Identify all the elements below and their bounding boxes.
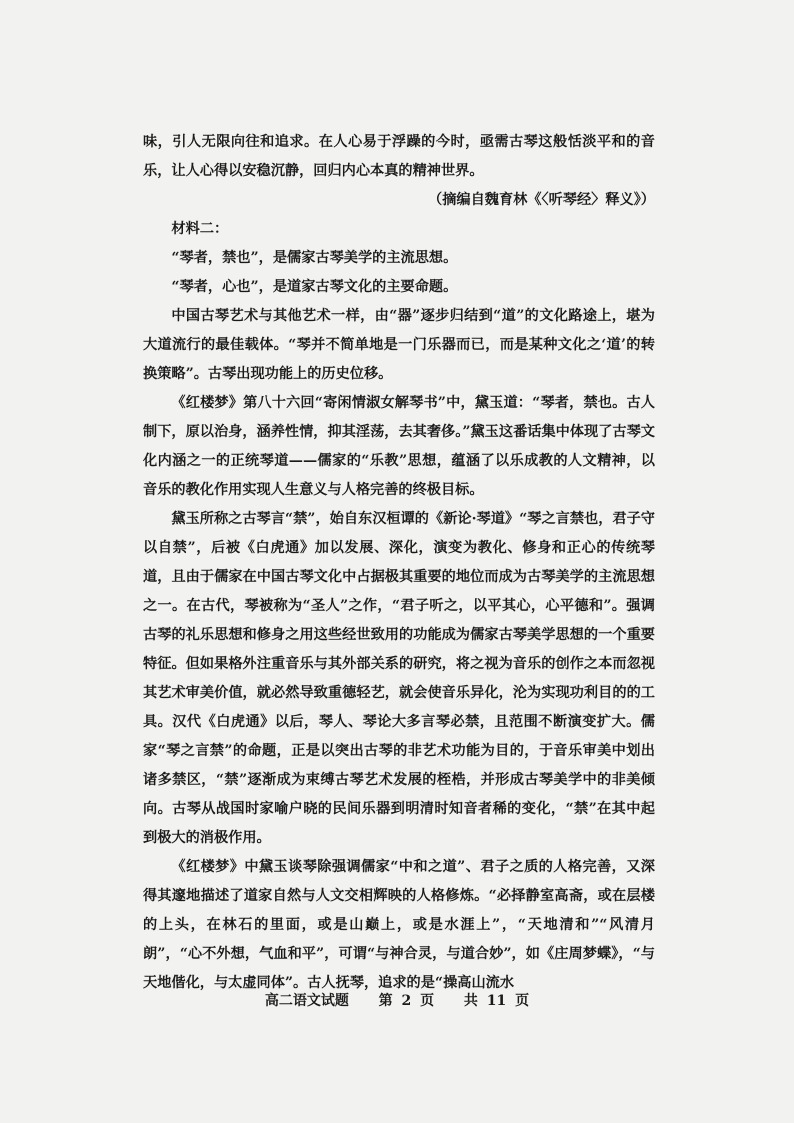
paragraph-quote-1: “琴者，禁也”，是儒家古琴美学的主流思想。 xyxy=(171,250,458,266)
footer-total-number: 11 xyxy=(486,993,507,1009)
footer-page-prefix: 第 xyxy=(378,993,393,1009)
paragraph-body: 中国古琴艺术与其他艺术一样，由“器”逐步归结到“道”的文化路途上，堪为大道流行的最佳载体。“琴并不简单地是一门乐器而已，而是某种文化之‘道’的转换策略”。古琴出现功能上的历史位移。 xyxy=(143,308,655,382)
source-citation: （摘编自魏育林《〈听琴经〉释义》） xyxy=(428,192,655,208)
paragraph-quote-2: “琴者，心也”，是道家古琴文化的主要命题。 xyxy=(171,279,458,295)
page-content xyxy=(143,128,655,998)
footer-total-prefix: 共 xyxy=(463,993,478,1009)
footer-page-suffix: 页 xyxy=(420,993,435,1009)
paragraph-body: 黛玉所称之古琴言“禁”，始自东汉桓谭的《新论·琴道》“琴之言禁也，君子守以自禁”，后被《白虎通》加以发展、深化，演变为教化、修身和正心的传统琴道，且由于儒家在中国古琴文化中占据极其重要的地位而成为古琴美学的主流思想之一。在古代，琴被称为“圣人”之作，“君子听之，以平其心，心平德和”。强调古琴的礼乐思想和修身之用这些经世致用的功能成为儒家古琴美学思想的一个重要特征。但如果格外注重音乐与其外部关系的研究，将之视为音乐的创作之本而忽视其艺术审美价值，就必然导致重德轻艺，就会使音乐异化，沦为实现功利目的的工具。汉代《白虎通》以后，琴人、琴论大多言琴必禁，且范围不断演变扩大。儒家“琴之言禁”的命题，正是以突出古琴的非艺术功能为目的，于音乐审美中划出诸多禁区，“禁”逐渐成为束缚古琴艺术发展的桎梏，并形成古琴美学中的非美倾向。古琴从战国时家喻户晓的民间乐器到明清时知音者稀的变化，“禁”在其中起到极大的消极作用。 xyxy=(143,511,655,846)
material-heading: 材料二： xyxy=(171,221,229,237)
paragraph-body: 《红楼梦》中黛玉谈琴除强调儒家“中和之道”、君子之质的人格完善，又深得其邃地描述了道家自然与人文交相辉映的人格修炼。“必择静室高斋，或在层楼的上头，在林石的里面，或是山巅上，或是水涯上”，“天地清和”“风清月朗”，“心不外想，气血和平”，可谓“与神合灵，与道合妙”，如《庄周梦蝶》，“与天地偕化，与太虚同体”。古人抚琴，追求的是“操高山流水 xyxy=(143,859,655,991)
footer-total-suffix: 页 xyxy=(515,993,530,1009)
paragraph-continuation: 味，引人无限向往和追求。在人心易于浮躁的今时，亟需古琴这般恬淡平和的音乐，让人心得以安稳沉静，回归内心本真的精神世界。 xyxy=(143,134,655,179)
footer-page-number: 2 xyxy=(401,993,412,1009)
page-footer xyxy=(0,990,794,1010)
footer-title: 高二语文试题 xyxy=(264,993,349,1009)
paragraph-body: 《红楼梦》第八十六回“寄闲情淑女解琴书”中，黛玉道：“琴者，禁也。古人制下，原以治身，涵养性情，抑其淫荡，去其奢侈。”黛玉这番话集中体现了古琴文化内涵之一的正统琴道——儒家的“乐教”思想，蕴涵了以乐成教的人文精神，以音乐的教化作用实现人生意义与人格完善的终极目标。 xyxy=(143,395,655,498)
